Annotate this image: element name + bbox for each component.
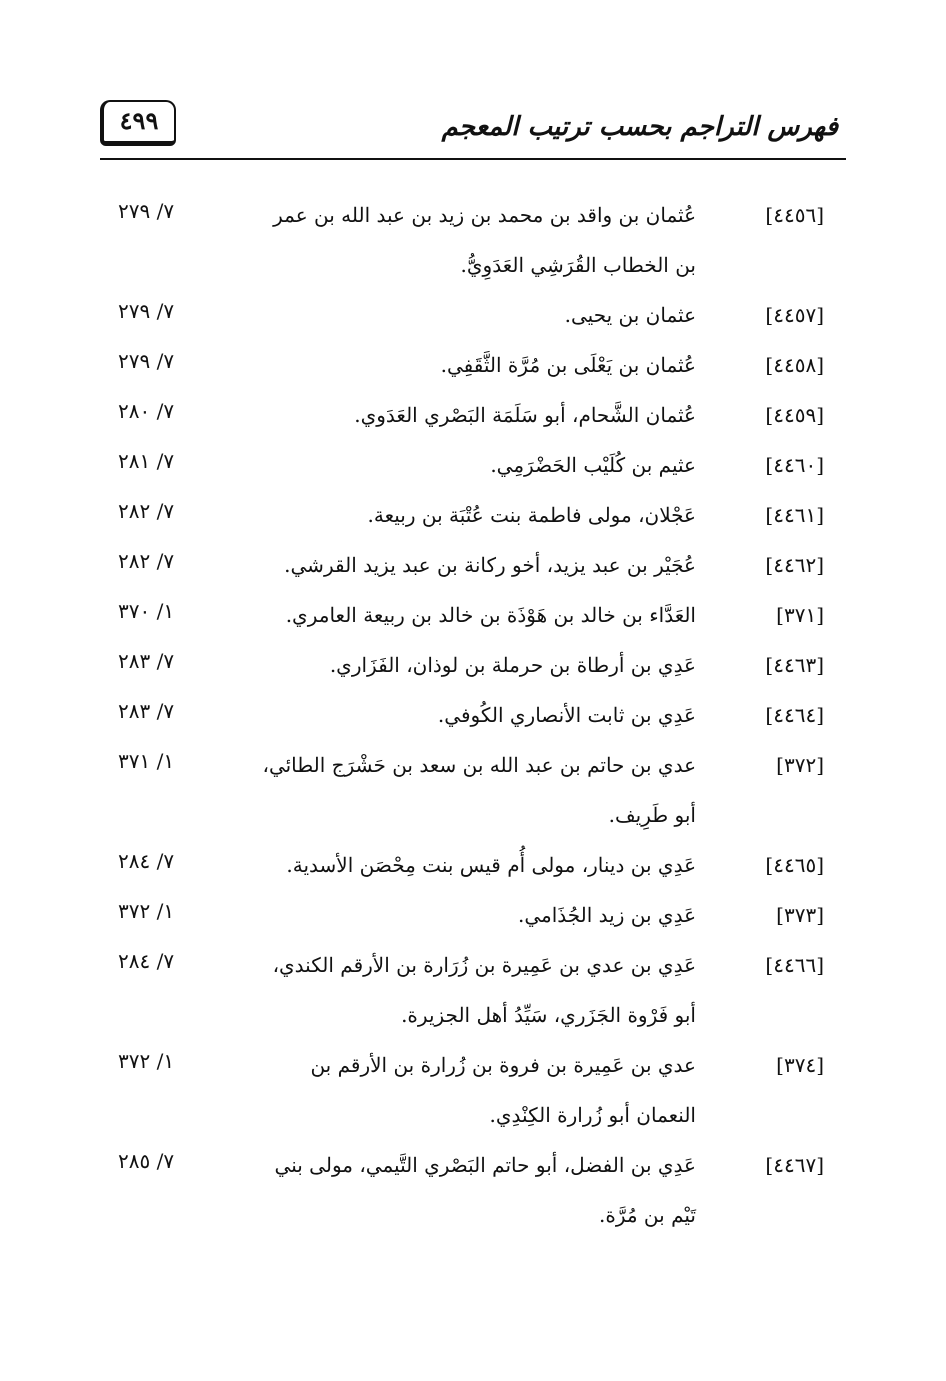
entry-number: [٤٤٦٦] [765, 953, 824, 977]
entry-reference: ٧/ ٢٨٢ [118, 499, 175, 523]
entry-number: [٤٤٥٨] [765, 353, 824, 377]
page-number: ٤٩٩ [119, 106, 159, 135]
entry-reference: ٧/ ٢٧٩ [118, 299, 175, 323]
entry-reference: ١/ ٣٧٢ [118, 1049, 175, 1073]
entry-reference: ١/ ٣٧٢ [118, 899, 175, 923]
index-entry [100, 840, 846, 890]
entry-number: [٤٤٦٤] [765, 703, 824, 727]
index-entry [100, 390, 846, 440]
index-entry [100, 690, 846, 740]
index-entry [100, 440, 846, 490]
running-title: فهرس التراجم بحسب ترتيب المعجم [441, 112, 838, 142]
entry-number: [٣٧٣] [776, 903, 824, 927]
entry-text: عثمان بن يحيى. [564, 303, 696, 327]
entry-text: عُثمان بن يَعْلَى بن مُرَّة الثَّقَفِي. [440, 353, 696, 377]
entry-reference: ٧/ ٢٨٢ [118, 549, 175, 573]
entry-number: [٣٧٢] [776, 753, 824, 777]
index-entry [100, 1140, 846, 1240]
entry-number: [٤٤٦٣] [765, 653, 824, 677]
index-entry [100, 340, 846, 390]
entry-reference: ١/ ٣٧١ [118, 749, 175, 773]
index-entry [100, 540, 846, 590]
entry-reference: ٧/ ٢٨٥ [118, 1149, 175, 1173]
entry-text: عدي بن حاتم بن عبد الله بن سعد بن حَشْرَج الطائي، أبو طَرِيف. [262, 753, 696, 827]
entry-text: عَجْلان، مولى فاطمة بنت عُتْبَة بن ربيعة. [367, 503, 696, 527]
header-rule [100, 158, 846, 160]
entry-text: عَدِي بن الفضل، أبو حاتم البَصْري التَّيمي، مولى بني تَيْم بن مُرَّة. [274, 1153, 696, 1227]
entry-reference: ٧/ ٢٨٣ [118, 649, 175, 673]
entry-reference: ٧/ ٢٨٤ [118, 849, 175, 873]
index-entry [100, 890, 846, 940]
entry-text: عَدِي بن ثابت الأنصاري الكُوفي. [437, 703, 696, 727]
index-entry [100, 740, 846, 840]
page-number-box [100, 100, 176, 146]
index-entry [100, 190, 846, 290]
entry-reference: ٧/ ٢٨٤ [118, 949, 175, 973]
entry-text: عثيم بن كُلَيْب الحَضْرَمِي. [490, 453, 696, 477]
entry-reference: ٧/ ٢٨٠ [118, 399, 175, 423]
entry-number: [٤٤٦٧] [765, 1153, 824, 1177]
entry-text: عَدِي بن أرطاة بن حرملة بن لوذان، الفَزَاري. [329, 653, 696, 677]
index-entry [100, 590, 846, 640]
page-header [100, 100, 846, 162]
entry-reference: ٧/ ٢٨٣ [118, 699, 175, 723]
entry-number: [٤٤٥٦] [765, 203, 824, 227]
entry-text: العَدَّاء بن خالد بن هَوْذَة بن خالد بن ربيعة العامري. [285, 603, 696, 627]
entry-reference: ٧/ ٢٧٩ [118, 349, 175, 373]
index-entry [100, 1040, 846, 1140]
index-entry [100, 490, 846, 540]
entry-text: عَدِي بن زيد الجُذَامي. [517, 903, 696, 927]
index-entries [100, 190, 846, 1240]
index-entry [100, 940, 846, 1040]
entry-number: [٣٧١] [776, 603, 824, 627]
entry-number: [٤٤٥٩] [765, 403, 824, 427]
entry-number: [٤٤٥٧] [765, 303, 824, 327]
index-entry [100, 290, 846, 340]
entry-reference: ١/ ٣٧٠ [118, 599, 175, 623]
entry-number: [٣٧٤] [776, 1053, 824, 1077]
entry-text: عُثمان الشَّحام، أبو سَلَمَة البَصْري العَدَوي. [354, 403, 696, 427]
entry-number: [٤٤٦١] [765, 503, 824, 527]
entry-number: [٤٤٦٠] [765, 453, 824, 477]
entry-text: عَدِي بن عدي بن عَمِيرة بن زُرَارة بن الأرقم الكندي، أبو فَرْوة الجَزَري، سَيِّدُ أهل الجزيرة. [272, 953, 696, 1027]
entry-reference: ٧/ ٢٧٩ [118, 199, 175, 223]
entry-text: عدي بن عَمِيرة بن فروة بن زُرارة بن الأرقم بن النعمان أبو زُرارة الكِنْدِي. [310, 1053, 696, 1127]
index-entry [100, 640, 846, 690]
entry-text: عَدِي بن دينار، مولى أُم قيس بنت مِحْصَن الأسدية. [286, 853, 696, 877]
entry-number: [٤٤٦٢] [765, 553, 824, 577]
entry-text: عُثمان بن واقد بن محمد بن زيد بن عبد الله بن عمر بن الخطاب القُرَشِي العَدَوِيُّ. [273, 203, 696, 277]
entry-text: عُجَيْر بن عبد يزيد، أخو ركانة بن عبد يزيد القرشي. [284, 553, 696, 577]
entry-number: [٤٤٦٥] [765, 853, 824, 877]
entry-reference: ٧/ ٢٨١ [118, 449, 175, 473]
